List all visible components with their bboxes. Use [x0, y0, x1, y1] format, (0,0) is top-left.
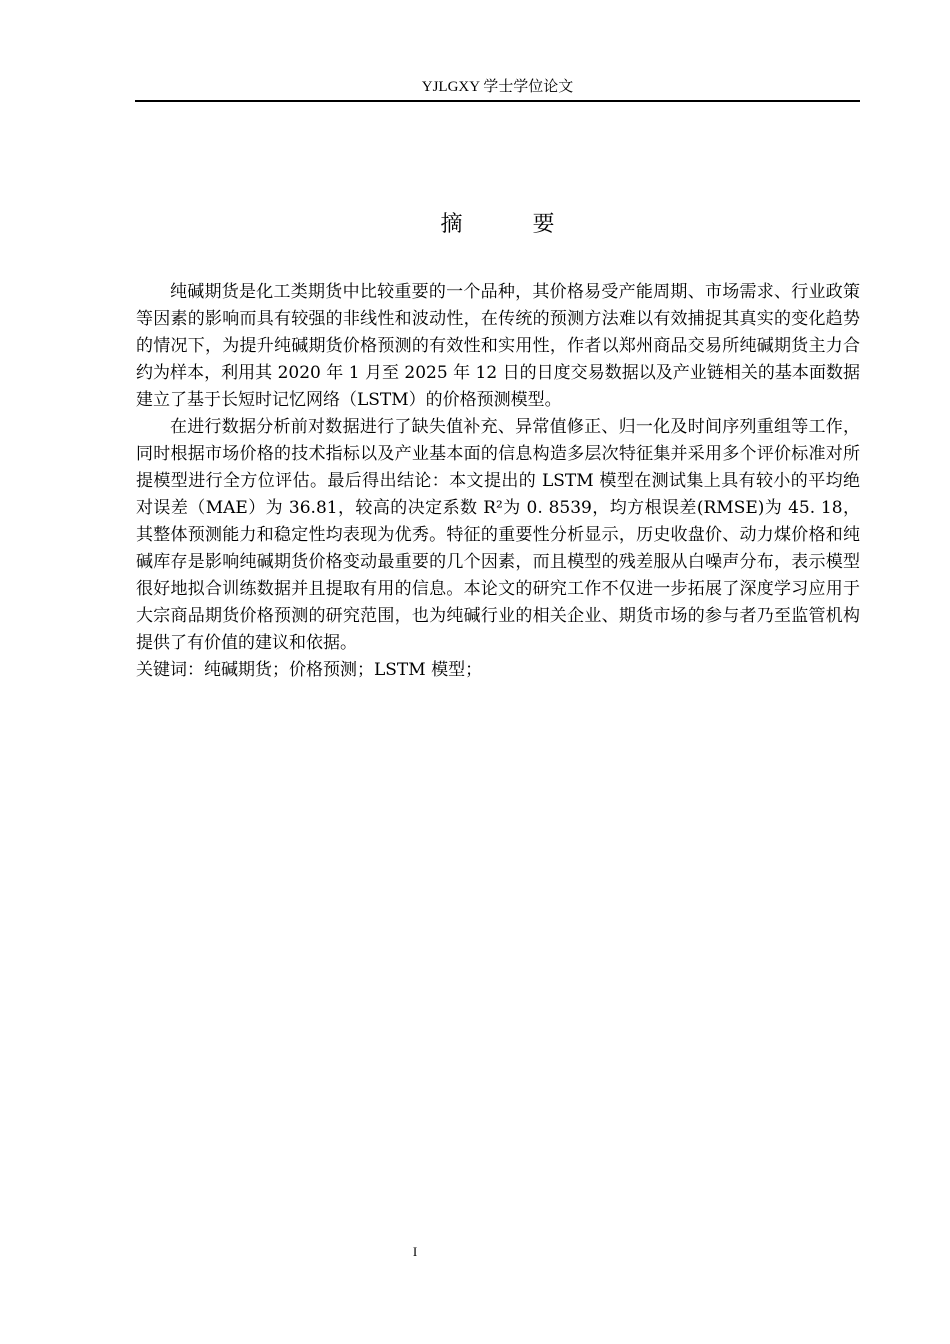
abstract-paragraph-1: 纯碱期货是化工类期货中比较重要的一个品种，其价格易受产能周期、市场需求、行业政策等因素的影响而具有较强的非线性和波动性，在传统的预测方法难以有效捕捉其真实的变化趋势的情况下，为提升纯碱期货价格预测的有效性和实用性，作者以郑州商品交易所纯碱期货主力合约为样本，利用其 2020 年 1 月至 2025 年 12 日的日度交易数据以及产业链相关的基本面数据建立了基于长短时记忆网络（LSTM）的价格预测模型。	[136, 282, 860, 410]
page-number: I	[412, 1244, 418, 1259]
abstract-title: 摘 要	[440, 212, 579, 237]
keywords-line	[136, 657, 860, 684]
keywords-label: 关键词：	[136, 660, 204, 680]
running-header: YJLGXY 学士学位论文	[421, 79, 574, 95]
keywords-value: 纯碱期货；价格预测；LSTM 模型；	[204, 660, 483, 680]
abstract-body	[136, 279, 860, 684]
header-rule	[135, 100, 860, 102]
abstract-paragraph-2: 在进行数据分析前对数据进行了缺失值补充、异常值修正、归一化及时间序列重组等工作，同时根据市场价格的技术指标以及产业基本面的信息构造多层次特征集并采用多个评价标准对所提模型进行全方位评估。最后得出结论：本文提出的 LSTM 模型在测试集上具有较小的平均绝对误差（MAE）为 36.81，较高的决定系数 R²为 0. 8539，均方根误差(RMSE)为 45. 18，其整体预测能力和稳定性均表现为优秀。特征的重要性分析显示，历史收盘价、动力煤价格和纯碱库存是影响纯碱期货价格变动最重要的几个因素，而且模型的残差服从白噪声分布，表示模型很好地拟合训练数据并且提取有用的信息。本论文的研究工作不仅进一步拓展了深度学习应用于大宗商品期货价格预测的研究范围，也为纯碱行业的相关企业、期货市场的参与者乃至监管机构提供了有价值的建议和依据。	[136, 417, 860, 653]
